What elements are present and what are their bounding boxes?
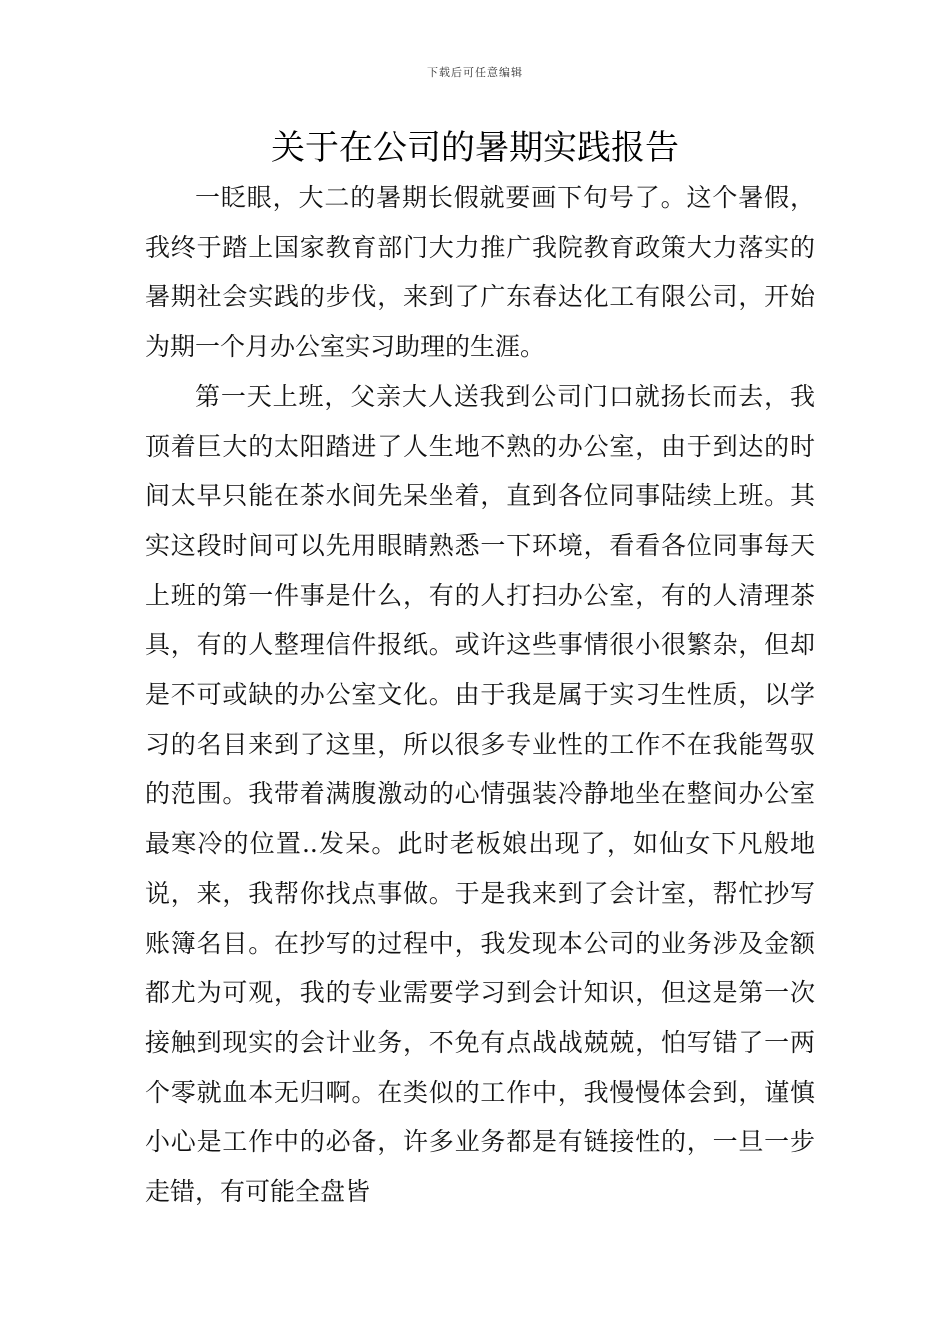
- document-title: 关于在公司的暑期实践报告: [271, 128, 679, 168]
- paragraph: 第一天上班，父亲大人送我到公司门口就扬长而去，我顶着巨大的太阳踏进了人生地不熟的办公室，由于到达的时间太早只能在茶水间先呆坐着，直到各位同事陆续上班。其实这段时间可以先用眼睛熟悉一下环境，看看各位同事每天上班的第一件事是什么，有的人打扫办公室，有的人清理茶具，有的人整理信件报纸。或许这些事情很小很繁杂，但却是不可或缺的办公室文化。由于我是属于实习生性质，以学习的名目来到了这里，所以很多专业性的工作不在我能驾驭的范围。我带着满腹激动的心情强装冷静地坐在整间办公室最寒冷的位置..发呆。此时老板娘出现了，如仙女下凡般地说，来，我帮你找点事做。于是我来到了会计室，帮忙抄写账簿名目。在抄写的过程中，我发现本公司的业务涉及金额都尤为可观，我的专业需要学习到会计知识，但这是第一次接触到现实的会计业务，不免有点战战兢兢，怕写错了一两个零就血本无归啊。在类似的工作中，我慢慢体会到，谨慎小心是工作中的必备，许多业务都是有链接性的，一旦一步走错，有可能全盘皆: [145, 381, 815, 1207]
- document-body: [145, 173, 815, 1217]
- header-note: 下载后可任意编辑: [427, 66, 523, 79]
- paragraph: 一眨眼，大二的暑期长假就要画下句号了。这个暑假，我终于踏上国家教育部门大力推广我院教育政策大力落实的暑期社会实践的步伐，来到了广东春达化工有限公司，开始为期一个月办公室实习助理的生涯。: [145, 183, 815, 362]
